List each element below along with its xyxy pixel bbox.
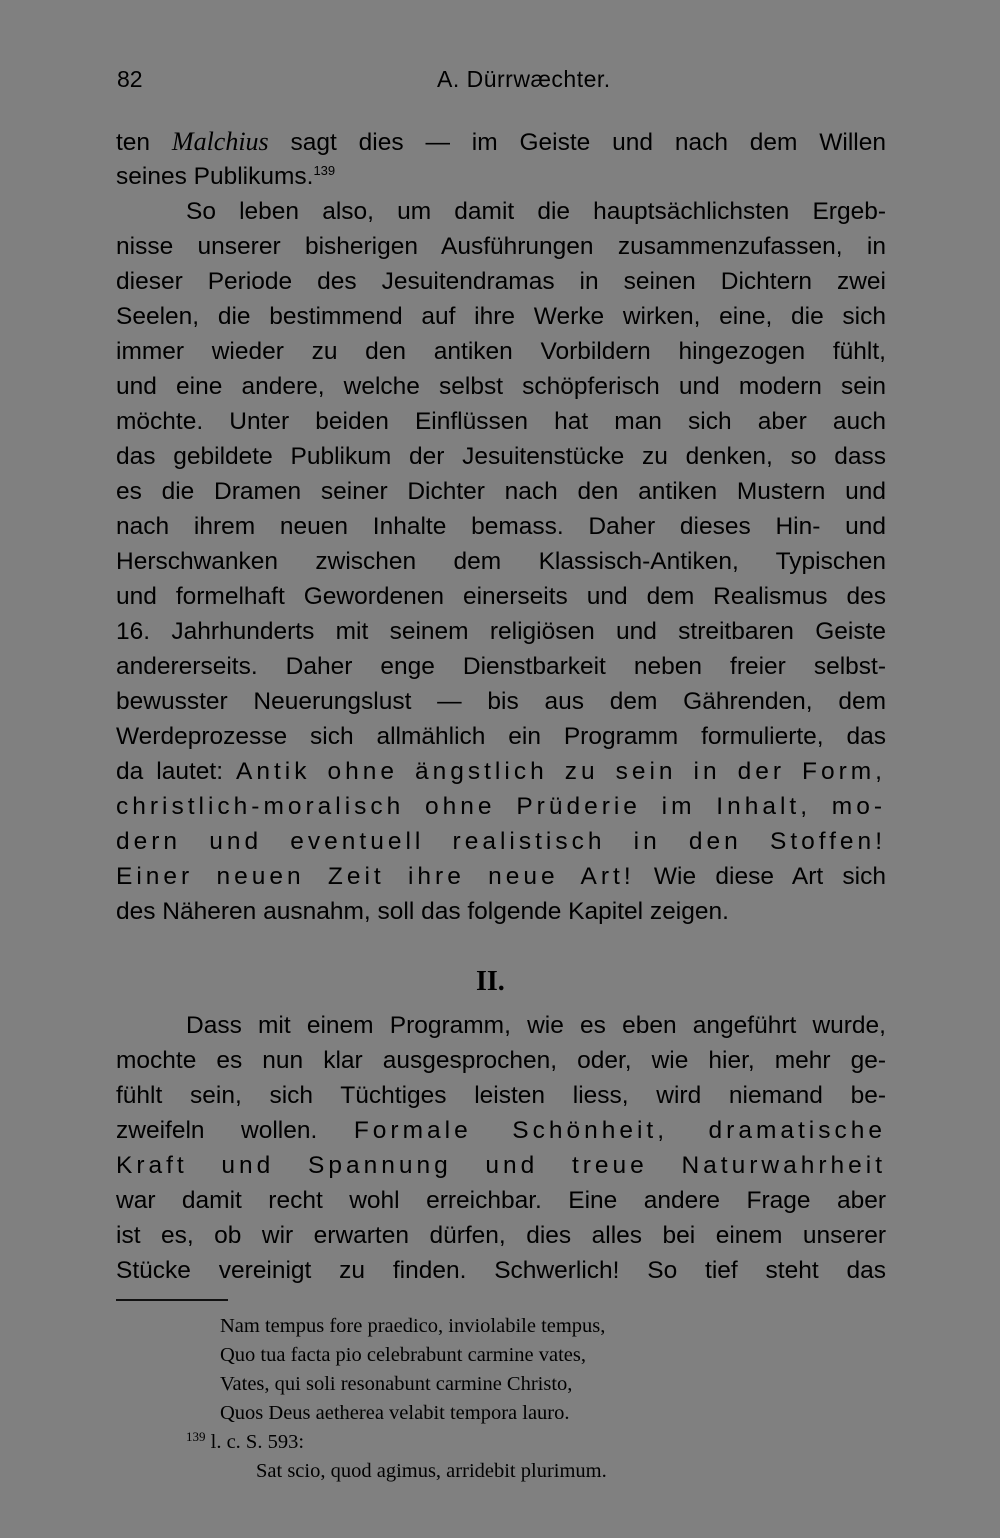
text-line: nach ihrem neuen Inhalte bemass. Daher dieses Hin- und	[116, 513, 886, 540]
text-line: und formelhaft Gewordenen einerseits und dem Realismus des	[116, 583, 886, 610]
text-line: Werdeprozesse sich allmählich ein Programm formulierte, das	[116, 723, 886, 750]
text-line: dieser Periode des Jesuitendramas in seinen Dichtern zwei	[116, 268, 886, 295]
footnote-139: $^{139}$ l. c. S. 593:	[186, 1429, 305, 1453]
footnote-verse: Quos Deus aetherea velabit tempora lauro.	[220, 1402, 570, 1424]
text-line: und eine andere, welche selbst schöpferisch und modern sein	[116, 373, 886, 400]
spaced-emphasis: Einer neuen Zeit ihre neue Art!	[116, 863, 635, 890]
text-line: Kraft und Spannung und treue Naturwahrheit	[116, 1152, 886, 1179]
footnote-ref: 139	[313, 163, 336, 178]
text-line: zweifeln wollen. Formale Schönheit, dramatische	[116, 1117, 886, 1144]
text-line: da lautet: Antik ohne ängstlich zu sein in der Form,	[116, 758, 886, 785]
spaced-emphasis: Formale Schönheit, dramatische	[353, 1117, 886, 1144]
footnote-rule	[116, 1299, 228, 1301]
text-line: es die Dramen seiner Dichter nach den antiken Mustern und	[116, 478, 886, 505]
text-line: 16. Jahrhunderts mit seinem religiösen und streitbaren Geiste	[116, 618, 886, 645]
text-line: ten Malchius sagt dies — im Geiste und nach dem Willen	[116, 127, 886, 156]
play-title: Malchius	[171, 127, 269, 156]
footnote-verse: Quo tua facta pio celebrabunt carmine vates,	[220, 1344, 586, 1366]
footnote-verse: Nam tempus fore praedico, inviolabile tempus,	[220, 1315, 606, 1337]
page-number: 82	[117, 66, 143, 92]
section-heading: II.	[476, 966, 505, 997]
footnote-marker: 139	[186, 1429, 206, 1444]
text-line: christlich-moralisch ohne Prüderie im Inhalt, mo-	[116, 793, 886, 820]
text-line: das gebildete Publikum der Jesuitenstücke zu denken, so dass	[116, 443, 886, 470]
text-line: war damit recht wohl erreichbar. Eine andere Frage aber	[116, 1187, 886, 1214]
text-line: andererseits. Daher enge Dienstbarkeit neben freier selbst-	[116, 653, 886, 680]
text-line: Dass mit einem Programm, wie es eben angeführt wurde,	[186, 1012, 886, 1039]
text-line: So leben also, um damit die hauptsächlichsten Ergeb-	[186, 198, 886, 225]
spaced-emphasis: Antik ohne ängstlich zu sein in der Form,	[236, 758, 886, 785]
text-line: möchte. Unter beiden Einflüssen hat man sich aber auch	[116, 408, 886, 435]
text-line: bewusster Neuerungslust — bis aus dem Gährenden, dem	[116, 688, 886, 715]
text-line: Stücke vereinigt zu finden. Schwerlich! So tief steht das	[116, 1257, 886, 1284]
text-line: Einer neuen Zeit ihre neue Art! Wie diese Art sich	[116, 863, 887, 890]
text-line: ist es, ob wir erwarten dürfen, dies alles bei einem unserer	[116, 1222, 886, 1249]
text-line: seines Publikums.$^{139}$	[116, 163, 336, 190]
text-line: Seelen, die bestimmend auf ihre Werke wirken, eine, die sich	[116, 303, 886, 330]
text-line: dern und eventuell realistisch in den Stoffen!	[116, 828, 886, 855]
footnote-verse: Vates, qui soli resonabunt carmine Christo,	[220, 1373, 573, 1395]
text-line: des Näheren ausnahm, soll das folgende Kapitel zeigen.	[116, 898, 729, 925]
running-head: A. Dürrwæchter.	[437, 66, 611, 92]
text-line: nisse unserer bisherigen Ausführungen zusammenzufassen, in	[116, 233, 886, 260]
text-line: immer wieder zu den antiken Vorbildern hingezogen fühlt,	[116, 338, 886, 365]
text-line: Herschwanken zwischen dem Klassisch-Antiken, Typischen	[116, 548, 886, 575]
footnote-quote: Sat scio, quod agimus, arridebit plurimum.	[256, 1460, 607, 1482]
text-line: fühlt sein, sich Tüchtiges leisten liess, wird niemand be-	[116, 1082, 886, 1109]
text-line: mochte es nun klar ausgesprochen, oder, wie hier, mehr ge-	[116, 1047, 886, 1074]
